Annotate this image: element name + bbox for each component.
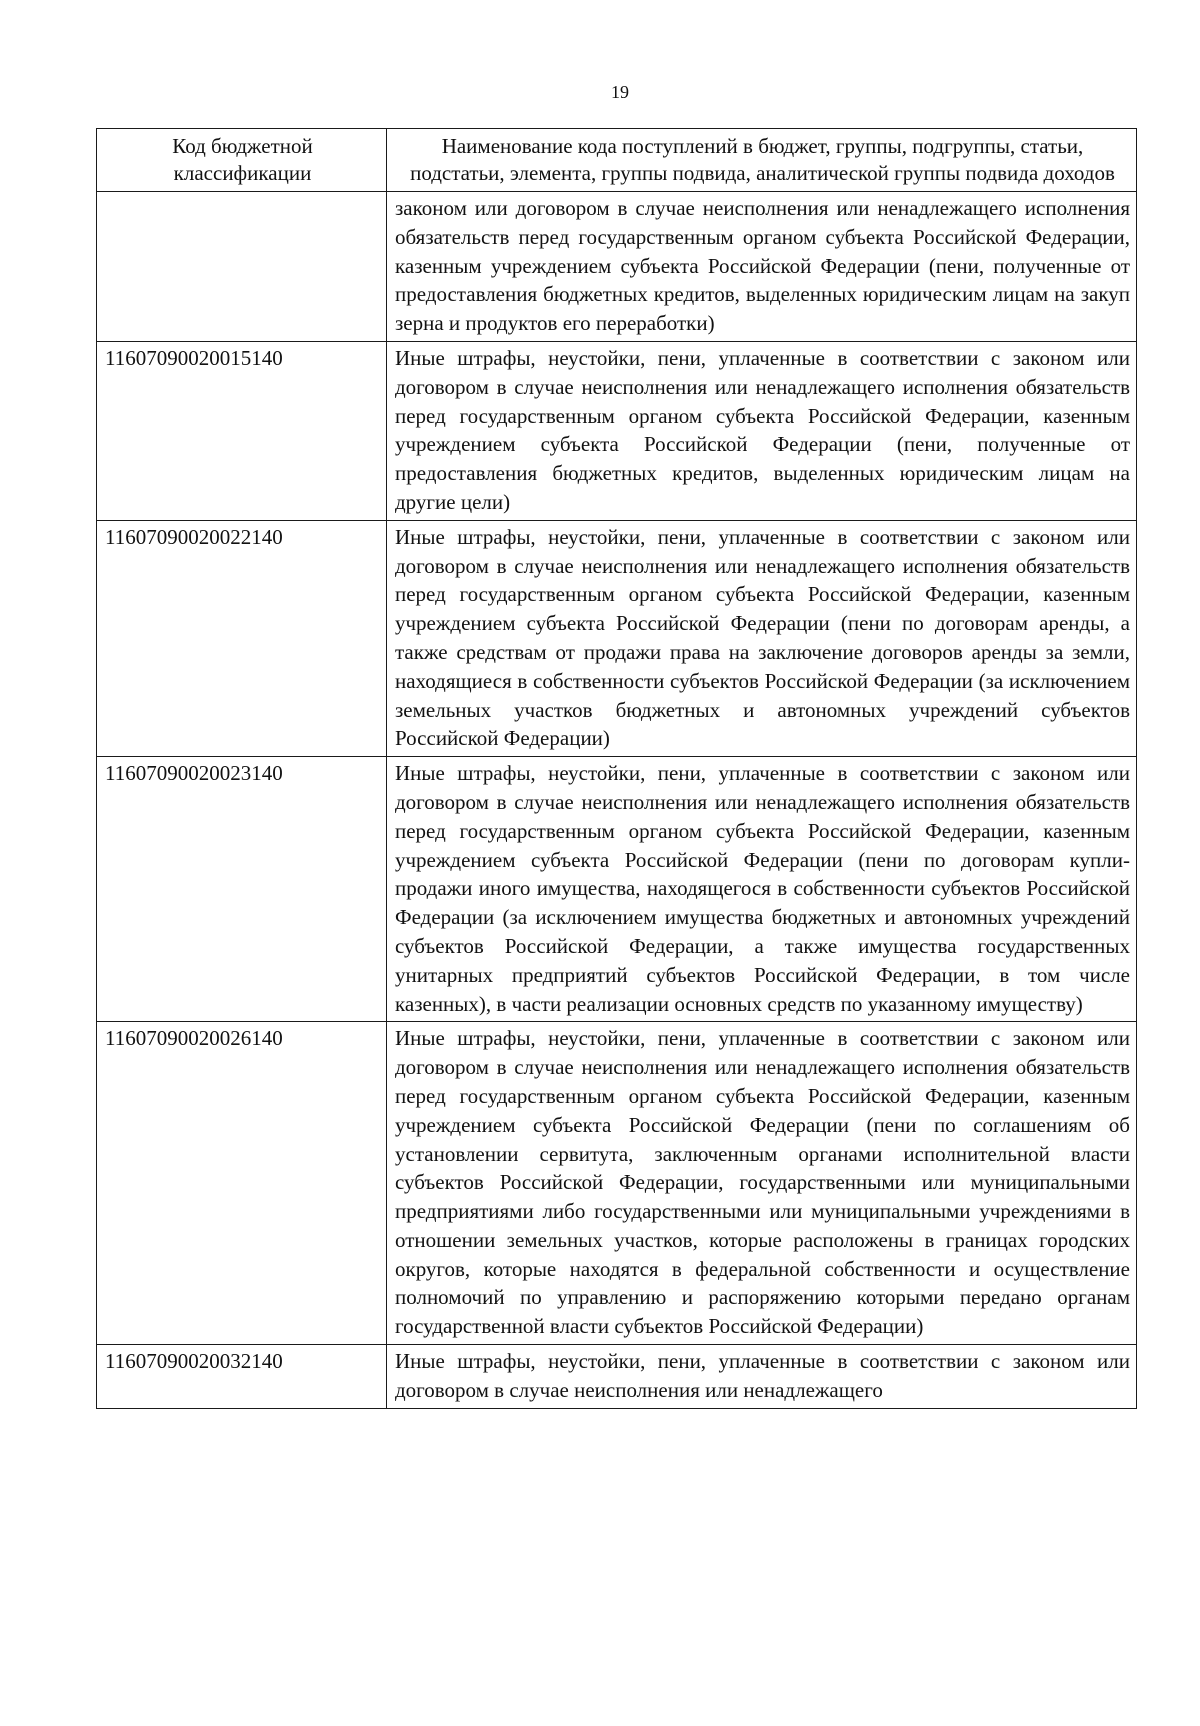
row-code [97, 192, 387, 342]
row-code: 11607090020023140 [97, 757, 387, 1022]
row-code: 11607090020032140 [97, 1345, 387, 1409]
row-description: Иные штрафы, неустойки, пени, уплаченные в соответствии с законом или договором в случае неисполнения или ненадлежащего исполнения обязательств перед государственным органом субъекта Российской Федерации, казенным учреждением субъекта Российской Федерации (пени по соглашениям об установлении сервитута, заключенным органами исполнительной власти субъектов Российской Федерации, государственными или муниципальными предприятиями либо государственными или муниципальными учреждениями в отношении земельных участков, которые расположены в границах городских округов, которые находятся в федеральной собственности и осуществление полномочий по управлению и распоряжению которыми передано органам государственной власти субъектов Российской Федерации) [387, 1022, 1137, 1345]
row-code: 11607090020022140 [97, 520, 387, 756]
budget-classification-table [96, 128, 1137, 1409]
table-row [97, 1022, 1137, 1345]
row-code: 11607090020015140 [97, 341, 387, 520]
row-description: Иные штрафы, неустойки, пени, уплаченные в соответствии с законом или договором в случае неисполнения или ненадлежащего исполнения обязательств перед государственным органом субъекта Российской Федерации, казенным учреждением субъекта Российской Федерации (пени по договорам купли-продажи иного имущества, находящегося в собственности субъектов Российской Федерации (за исключением имущества бюджетных и автономных учреждений субъектов Российской Федерации, а также имущества государственных унитарных предприятий субъектов Российской Федерации, в том числе казенных), в части реализации основных средств по указанному имуществу) [387, 757, 1137, 1022]
table-row [97, 192, 1137, 342]
row-code: 11607090020026140 [97, 1022, 387, 1345]
table-header-row [97, 129, 1137, 192]
row-description: Иные штрафы, неустойки, пени, уплаченные в соответствии с законом или договором в случае неисполнения или ненадлежащего исполнения обязательств перед государственным органом субъекта Российской Федерации, казенным учреждением субъекта Российской Федерации (пени по договорам аренды, а также средствам от продажи права на заключение договоров аренды за земли, находящиеся в собственности субъектов Российской Федерации (за исключением земельных участков бюджетных и автономных учреждений субъектов Российской Федерации) [387, 520, 1137, 756]
table-row [97, 1345, 1137, 1409]
row-description: Иные штрафы, неустойки, пени, уплаченные в соответствии с законом или договором в случае неисполнения или ненадлежащего [387, 1345, 1137, 1409]
row-description: законом или договором в случае неисполнения или ненадлежащего исполнения обязательств перед государственным органом субъекта Российской Федерации, казенным учреждением субъекта Российской Федерации (пени, полученные от предоставления бюджетных кредитов, выделенных юридическим лицам на закуп зерна и продуктов его переработки) [387, 192, 1137, 342]
row-description: Иные штрафы, неустойки, пени, уплаченные в соответствии с законом или договором в случае неисполнения или ненадлежащего исполнения обязательств перед государственным органом субъекта Российской Федерации, казенным учреждением субъекта Российской Федерации (пени, полученные от предоставления бюджетных кредитов, выделенных юридическим лицам на другие цели) [387, 341, 1137, 520]
header-name: Наименование кода поступлений в бюджет, группы, подгруппы, статьи, подстатьи, элемента, группы подвида, аналитической группы подвида доходов [387, 129, 1137, 192]
table-row [97, 757, 1137, 1022]
header-code: Код бюджетной классификации [97, 129, 387, 192]
page-number: 19 [611, 82, 629, 102]
table-row [97, 341, 1137, 520]
table-row [97, 520, 1137, 756]
